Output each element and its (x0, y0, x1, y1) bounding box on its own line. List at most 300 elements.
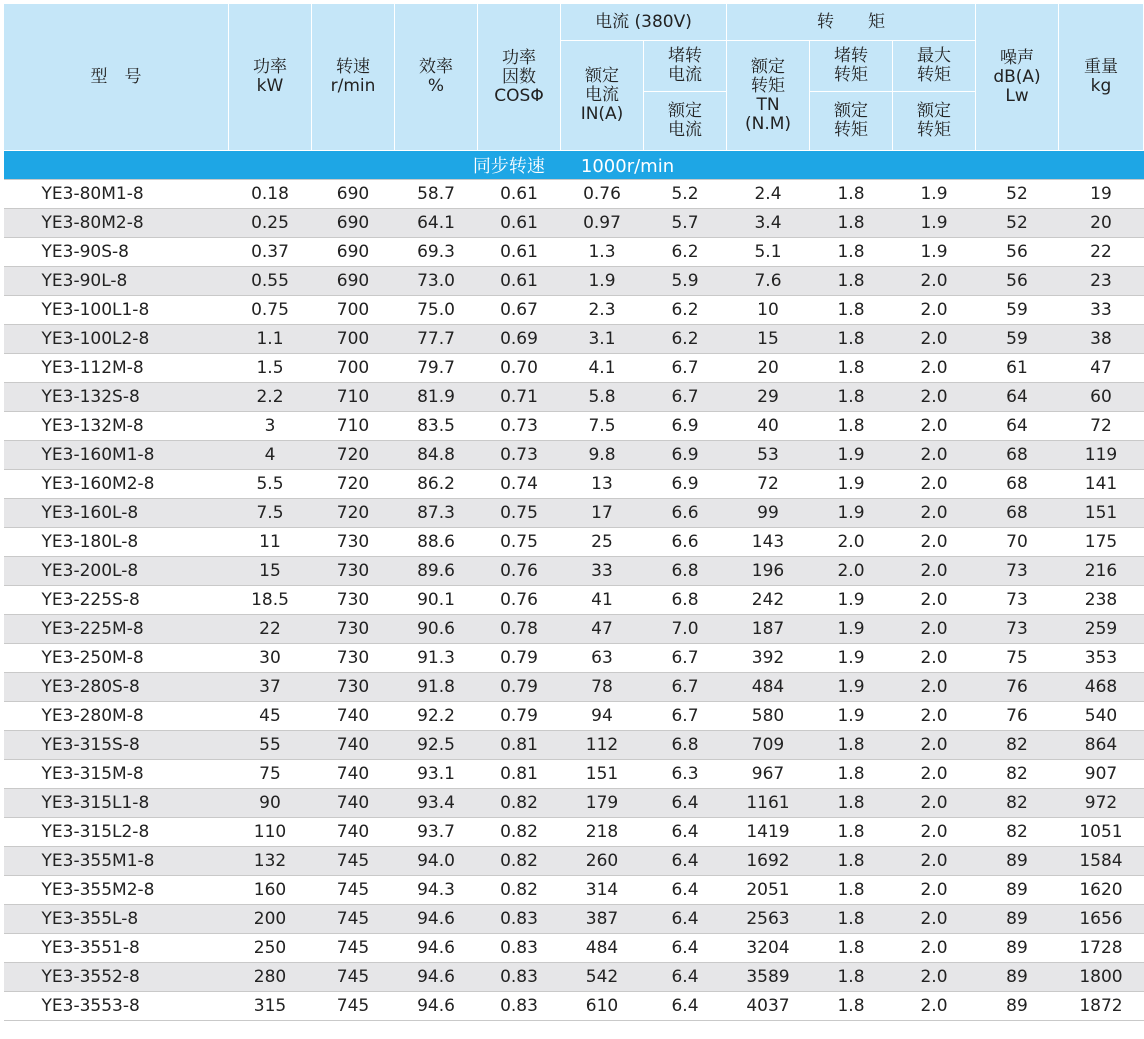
cell-rated-current: 542 (561, 963, 644, 992)
cell-max-torque-ratio: 2.0 (893, 557, 976, 586)
table-row (4, 934, 1144, 963)
cell-noise: 59 (976, 325, 1059, 354)
cell-locked-current-ratio: 6.7 (644, 702, 727, 731)
cell-efficiency: 92.2 (395, 702, 478, 731)
cell-locked-torque-ratio: 1.8 (810, 760, 893, 789)
cell-rated-current: 63 (561, 644, 644, 673)
cell-rated-current: 2.3 (561, 296, 644, 325)
cell-locked-current-ratio: 6.4 (644, 847, 727, 876)
sync-speed-band (4, 151, 1144, 180)
cell-speed: 740 (312, 760, 395, 789)
cell-locked-current-ratio: 6.9 (644, 441, 727, 470)
cell-locked-torque-ratio: 1.8 (810, 180, 893, 209)
cell-power-factor: 0.70 (478, 354, 561, 383)
cell-max-torque-ratio: 2.0 (893, 412, 976, 441)
cell-locked-current-ratio: 6.2 (644, 296, 727, 325)
cell-model: YE3-112M-8 (4, 354, 229, 383)
cell-max-torque-ratio: 2.0 (893, 847, 976, 876)
cell-locked-current-ratio: 6.4 (644, 905, 727, 934)
header-speed: 转速 r/min (312, 4, 395, 151)
cell-locked-torque-ratio: 2.0 (810, 528, 893, 557)
cell-model: YE3-160L-8 (4, 499, 229, 528)
cell-locked-torque-ratio: 1.8 (810, 238, 893, 267)
cell-model: YE3-280M-8 (4, 702, 229, 731)
table-header (4, 4, 1144, 151)
cell-speed: 690 (312, 238, 395, 267)
cell-power-factor: 0.73 (478, 412, 561, 441)
header-current-group: 电流 (380V) (561, 4, 727, 41)
cell-locked-current-ratio: 6.4 (644, 992, 727, 1021)
motor-spec-table (3, 3, 1144, 1021)
cell-speed: 690 (312, 267, 395, 296)
cell-noise: 52 (976, 180, 1059, 209)
cell-rated-current: 17 (561, 499, 644, 528)
cell-rated-current: 151 (561, 760, 644, 789)
header-rated-current: 额定 电流 IN(A) (561, 41, 644, 151)
cell-max-torque-ratio: 2.0 (893, 963, 976, 992)
cell-speed: 730 (312, 673, 395, 702)
cell-locked-torque-ratio: 1.9 (810, 644, 893, 673)
cell-noise: 52 (976, 209, 1059, 238)
cell-locked-current-ratio: 6.9 (644, 412, 727, 441)
cell-weight: 1872 (1059, 992, 1144, 1021)
cell-rated-current: 179 (561, 789, 644, 818)
cell-rated-torque: 10 (727, 296, 810, 325)
cell-power: 2.2 (229, 383, 312, 412)
cell-rated-torque: 2051 (727, 876, 810, 905)
cell-locked-torque-ratio: 1.8 (810, 789, 893, 818)
cell-rated-torque: 1419 (727, 818, 810, 847)
table-row (4, 876, 1144, 905)
table-row (4, 412, 1144, 441)
cell-noise: 59 (976, 296, 1059, 325)
header-max-torque-bottom: 额定 转矩 (893, 92, 976, 151)
cell-rated-torque: 1161 (727, 789, 810, 818)
cell-max-torque-ratio: 1.9 (893, 209, 976, 238)
cell-rated-torque: 1692 (727, 847, 810, 876)
cell-locked-torque-ratio: 1.8 (810, 847, 893, 876)
cell-rated-current: 33 (561, 557, 644, 586)
cell-model: YE3-225S-8 (4, 586, 229, 615)
cell-power: 5.5 (229, 470, 312, 499)
cell-efficiency: 86.2 (395, 470, 478, 499)
cell-power: 3 (229, 412, 312, 441)
cell-locked-current-ratio: 6.2 (644, 325, 727, 354)
cell-power: 30 (229, 644, 312, 673)
cell-power-factor: 0.61 (478, 267, 561, 296)
cell-efficiency: 77.7 (395, 325, 478, 354)
cell-weight: 22 (1059, 238, 1144, 267)
cell-power-factor: 0.83 (478, 905, 561, 934)
cell-rated-torque: 40 (727, 412, 810, 441)
cell-rated-torque: 3.4 (727, 209, 810, 238)
cell-model: YE3-3552-8 (4, 963, 229, 992)
cell-rated-torque: 580 (727, 702, 810, 731)
cell-model: YE3-80M2-8 (4, 209, 229, 238)
cell-noise: 70 (976, 528, 1059, 557)
cell-power-factor: 0.79 (478, 702, 561, 731)
cell-rated-torque: 709 (727, 731, 810, 760)
cell-max-torque-ratio: 2.0 (893, 905, 976, 934)
cell-max-torque-ratio: 2.0 (893, 644, 976, 673)
cell-weight: 19 (1059, 180, 1144, 209)
cell-speed: 745 (312, 934, 395, 963)
table-row (4, 180, 1144, 209)
cell-locked-torque-ratio: 1.8 (810, 818, 893, 847)
cell-power: 75 (229, 760, 312, 789)
cell-power: 1.1 (229, 325, 312, 354)
cell-locked-torque-ratio: 1.8 (810, 325, 893, 354)
cell-rated-torque: 7.6 (727, 267, 810, 296)
cell-weight: 259 (1059, 615, 1144, 644)
cell-rated-current: 0.76 (561, 180, 644, 209)
cell-rated-torque: 392 (727, 644, 810, 673)
cell-weight: 175 (1059, 528, 1144, 557)
cell-locked-torque-ratio: 1.9 (810, 673, 893, 702)
cell-power: 132 (229, 847, 312, 876)
cell-rated-current: 5.8 (561, 383, 644, 412)
cell-rated-current: 4.1 (561, 354, 644, 383)
cell-locked-torque-ratio: 1.8 (810, 905, 893, 934)
cell-locked-current-ratio: 6.4 (644, 789, 727, 818)
cell-power-factor: 0.76 (478, 557, 561, 586)
cell-max-torque-ratio: 2.0 (893, 934, 976, 963)
cell-weight: 353 (1059, 644, 1144, 673)
cell-locked-torque-ratio: 2.0 (810, 557, 893, 586)
cell-noise: 56 (976, 238, 1059, 267)
cell-locked-current-ratio: 6.7 (644, 383, 727, 412)
cell-efficiency: 81.9 (395, 383, 478, 412)
cell-speed: 720 (312, 441, 395, 470)
cell-noise: 61 (976, 354, 1059, 383)
cell-max-torque-ratio: 2.0 (893, 760, 976, 789)
cell-rated-current: 25 (561, 528, 644, 557)
cell-power-factor: 0.61 (478, 180, 561, 209)
cell-power: 110 (229, 818, 312, 847)
cell-weight: 864 (1059, 731, 1144, 760)
cell-speed: 710 (312, 383, 395, 412)
sync-speed-label: 同步转速 1000r/min (4, 151, 1144, 180)
header-locked-current-top: 堵转 电流 (644, 41, 727, 92)
cell-locked-current-ratio: 6.4 (644, 876, 727, 905)
cell-power: 7.5 (229, 499, 312, 528)
cell-power-factor: 0.78 (478, 615, 561, 644)
cell-model: YE3-90L-8 (4, 267, 229, 296)
cell-max-torque-ratio: 2.0 (893, 818, 976, 847)
cell-locked-current-ratio: 6.3 (644, 760, 727, 789)
cell-locked-torque-ratio: 1.8 (810, 383, 893, 412)
cell-locked-torque-ratio: 1.8 (810, 963, 893, 992)
cell-weight: 60 (1059, 383, 1144, 412)
cell-max-torque-ratio: 2.0 (893, 789, 976, 818)
header-model: 型 号 (4, 4, 229, 151)
cell-noise: 73 (976, 615, 1059, 644)
cell-locked-current-ratio: 6.7 (644, 673, 727, 702)
cell-rated-current: 47 (561, 615, 644, 644)
cell-efficiency: 93.1 (395, 760, 478, 789)
cell-efficiency: 94.3 (395, 876, 478, 905)
header-weight: 重量 kg (1059, 4, 1144, 151)
cell-efficiency: 58.7 (395, 180, 478, 209)
cell-rated-torque: 187 (727, 615, 810, 644)
cell-max-torque-ratio: 2.0 (893, 673, 976, 702)
cell-locked-current-ratio: 7.0 (644, 615, 727, 644)
cell-speed: 745 (312, 992, 395, 1021)
cell-weight: 119 (1059, 441, 1144, 470)
cell-noise: 73 (976, 586, 1059, 615)
cell-rated-current: 387 (561, 905, 644, 934)
cell-max-torque-ratio: 2.0 (893, 615, 976, 644)
cell-max-torque-ratio: 2.0 (893, 992, 976, 1021)
cell-locked-torque-ratio: 1.8 (810, 934, 893, 963)
cell-weight: 907 (1059, 760, 1144, 789)
cell-speed: 740 (312, 789, 395, 818)
cell-rated-current: 13 (561, 470, 644, 499)
cell-rated-torque: 242 (727, 586, 810, 615)
cell-efficiency: 90.6 (395, 615, 478, 644)
table-row (4, 209, 1144, 238)
cell-weight: 238 (1059, 586, 1144, 615)
cell-max-torque-ratio: 2.0 (893, 267, 976, 296)
table-row (4, 499, 1144, 528)
cell-locked-torque-ratio: 1.9 (810, 586, 893, 615)
cell-speed: 730 (312, 586, 395, 615)
cell-rated-current: 0.97 (561, 209, 644, 238)
cell-efficiency: 93.4 (395, 789, 478, 818)
cell-power: 22 (229, 615, 312, 644)
cell-speed: 700 (312, 354, 395, 383)
cell-rated-torque: 967 (727, 760, 810, 789)
cell-model: YE3-225M-8 (4, 615, 229, 644)
cell-power-factor: 0.71 (478, 383, 561, 412)
table-row (4, 557, 1144, 586)
cell-rated-current: 41 (561, 586, 644, 615)
cell-power: 11 (229, 528, 312, 557)
table-row (4, 528, 1144, 557)
cell-speed: 690 (312, 180, 395, 209)
cell-speed: 740 (312, 818, 395, 847)
cell-efficiency: 83.5 (395, 412, 478, 441)
cell-model: YE3-90S-8 (4, 238, 229, 267)
cell-power: 0.25 (229, 209, 312, 238)
cell-power-factor: 0.81 (478, 760, 561, 789)
table-row (4, 470, 1144, 499)
cell-power: 0.37 (229, 238, 312, 267)
cell-rated-current: 7.5 (561, 412, 644, 441)
cell-noise: 64 (976, 412, 1059, 441)
header-rated-torque: 额定 转矩 TN (N.M) (727, 41, 810, 151)
cell-locked-current-ratio: 6.4 (644, 963, 727, 992)
cell-power-factor: 0.61 (478, 209, 561, 238)
cell-rated-torque: 29 (727, 383, 810, 412)
cell-speed: 745 (312, 876, 395, 905)
cell-weight: 1800 (1059, 963, 1144, 992)
cell-locked-torque-ratio: 1.9 (810, 470, 893, 499)
cell-noise: 75 (976, 644, 1059, 673)
cell-weight: 38 (1059, 325, 1144, 354)
cell-noise: 76 (976, 702, 1059, 731)
cell-rated-current: 3.1 (561, 325, 644, 354)
table-row (4, 818, 1144, 847)
cell-max-torque-ratio: 2.0 (893, 296, 976, 325)
cell-efficiency: 73.0 (395, 267, 478, 296)
cell-efficiency: 94.0 (395, 847, 478, 876)
cell-model: YE3-200L-8 (4, 557, 229, 586)
table-row (4, 847, 1144, 876)
cell-locked-current-ratio: 6.7 (644, 354, 727, 383)
cell-power-factor: 0.69 (478, 325, 561, 354)
cell-speed: 730 (312, 644, 395, 673)
cell-noise: 73 (976, 557, 1059, 586)
cell-rated-torque: 143 (727, 528, 810, 557)
cell-model: YE3-80M1-8 (4, 180, 229, 209)
cell-weight: 468 (1059, 673, 1144, 702)
cell-max-torque-ratio: 2.0 (893, 470, 976, 499)
cell-power-factor: 0.73 (478, 441, 561, 470)
cell-locked-current-ratio: 6.2 (644, 238, 727, 267)
cell-speed: 730 (312, 615, 395, 644)
header-efficiency: 效率 % (395, 4, 478, 151)
cell-speed: 730 (312, 528, 395, 557)
cell-model: YE3-280S-8 (4, 673, 229, 702)
cell-power-factor: 0.82 (478, 789, 561, 818)
cell-locked-torque-ratio: 1.8 (810, 267, 893, 296)
cell-rated-torque: 484 (727, 673, 810, 702)
cell-efficiency: 91.8 (395, 673, 478, 702)
cell-efficiency: 94.6 (395, 963, 478, 992)
table-row (4, 586, 1144, 615)
cell-power-factor: 0.83 (478, 963, 561, 992)
table-row (4, 789, 1144, 818)
cell-noise: 89 (976, 963, 1059, 992)
cell-locked-torque-ratio: 1.8 (810, 876, 893, 905)
cell-locked-torque-ratio: 1.9 (810, 702, 893, 731)
cell-power: 55 (229, 731, 312, 760)
cell-power: 1.5 (229, 354, 312, 383)
cell-max-torque-ratio: 2.0 (893, 586, 976, 615)
cell-locked-torque-ratio: 1.8 (810, 731, 893, 760)
cell-max-torque-ratio: 1.9 (893, 238, 976, 267)
table-row (4, 383, 1144, 412)
cell-power: 90 (229, 789, 312, 818)
cell-power-factor: 0.81 (478, 731, 561, 760)
cell-max-torque-ratio: 2.0 (893, 731, 976, 760)
cell-efficiency: 84.8 (395, 441, 478, 470)
cell-weight: 972 (1059, 789, 1144, 818)
cell-model: YE3-355M2-8 (4, 876, 229, 905)
header-locked-torque-top: 堵转 转矩 (810, 41, 893, 92)
cell-model: YE3-355M1-8 (4, 847, 229, 876)
cell-locked-torque-ratio: 1.9 (810, 615, 893, 644)
cell-weight: 20 (1059, 209, 1144, 238)
cell-weight: 47 (1059, 354, 1144, 383)
cell-noise: 64 (976, 383, 1059, 412)
cell-max-torque-ratio: 2.0 (893, 441, 976, 470)
cell-power-factor: 0.79 (478, 644, 561, 673)
cell-locked-torque-ratio: 1.9 (810, 441, 893, 470)
cell-speed: 740 (312, 731, 395, 760)
cell-power-factor: 0.75 (478, 528, 561, 557)
header-power-factor: 功率 因数 COSΦ (478, 4, 561, 151)
cell-speed: 745 (312, 905, 395, 934)
cell-efficiency: 92.5 (395, 731, 478, 760)
table-row (4, 731, 1144, 760)
cell-rated-current: 260 (561, 847, 644, 876)
cell-model: YE3-132M-8 (4, 412, 229, 441)
table-row (4, 615, 1144, 644)
cell-rated-torque: 53 (727, 441, 810, 470)
cell-rated-torque: 5.1 (727, 238, 810, 267)
table-row (4, 644, 1144, 673)
cell-locked-torque-ratio: 1.8 (810, 412, 893, 441)
cell-efficiency: 89.6 (395, 557, 478, 586)
table-row (4, 992, 1144, 1021)
cell-speed: 710 (312, 412, 395, 441)
cell-speed: 730 (312, 557, 395, 586)
header-locked-current-bottom: 额定 电流 (644, 92, 727, 151)
cell-power-factor: 0.82 (478, 847, 561, 876)
cell-efficiency: 88.6 (395, 528, 478, 557)
cell-locked-current-ratio: 6.4 (644, 934, 727, 963)
cell-power: 0.75 (229, 296, 312, 325)
cell-power-factor: 0.82 (478, 818, 561, 847)
cell-locked-current-ratio: 6.6 (644, 499, 727, 528)
cell-noise: 68 (976, 441, 1059, 470)
cell-efficiency: 90.1 (395, 586, 478, 615)
cell-max-torque-ratio: 2.0 (893, 702, 976, 731)
table-row (4, 267, 1144, 296)
cell-max-torque-ratio: 2.0 (893, 499, 976, 528)
cell-locked-current-ratio: 6.9 (644, 470, 727, 499)
cell-power-factor: 0.82 (478, 876, 561, 905)
cell-rated-current: 218 (561, 818, 644, 847)
cell-power-factor: 0.75 (478, 499, 561, 528)
cell-rated-current: 314 (561, 876, 644, 905)
cell-noise: 82 (976, 760, 1059, 789)
cell-efficiency: 79.7 (395, 354, 478, 383)
cell-power: 315 (229, 992, 312, 1021)
cell-speed: 690 (312, 209, 395, 238)
cell-rated-current: 1.9 (561, 267, 644, 296)
table-row (4, 905, 1144, 934)
cell-weight: 33 (1059, 296, 1144, 325)
cell-noise: 89 (976, 992, 1059, 1021)
cell-locked-current-ratio: 6.8 (644, 557, 727, 586)
cell-power: 280 (229, 963, 312, 992)
cell-power: 4 (229, 441, 312, 470)
cell-model: YE3-355L-8 (4, 905, 229, 934)
cell-model: YE3-315M-8 (4, 760, 229, 789)
table-row (4, 354, 1144, 383)
cell-rated-torque: 15 (727, 325, 810, 354)
cell-weight: 1728 (1059, 934, 1144, 963)
cell-power: 0.18 (229, 180, 312, 209)
cell-model: YE3-100L1-8 (4, 296, 229, 325)
header-max-torque-top: 最大 转矩 (893, 41, 976, 92)
cell-power: 200 (229, 905, 312, 934)
cell-noise: 89 (976, 876, 1059, 905)
cell-noise: 82 (976, 789, 1059, 818)
table-row (4, 325, 1144, 354)
table-row (4, 963, 1144, 992)
cell-power-factor: 0.83 (478, 934, 561, 963)
cell-power: 37 (229, 673, 312, 702)
cell-model: YE3-315L1-8 (4, 789, 229, 818)
table-body (4, 180, 1144, 1021)
cell-noise: 56 (976, 267, 1059, 296)
cell-locked-current-ratio: 6.4 (644, 818, 727, 847)
cell-power: 15 (229, 557, 312, 586)
